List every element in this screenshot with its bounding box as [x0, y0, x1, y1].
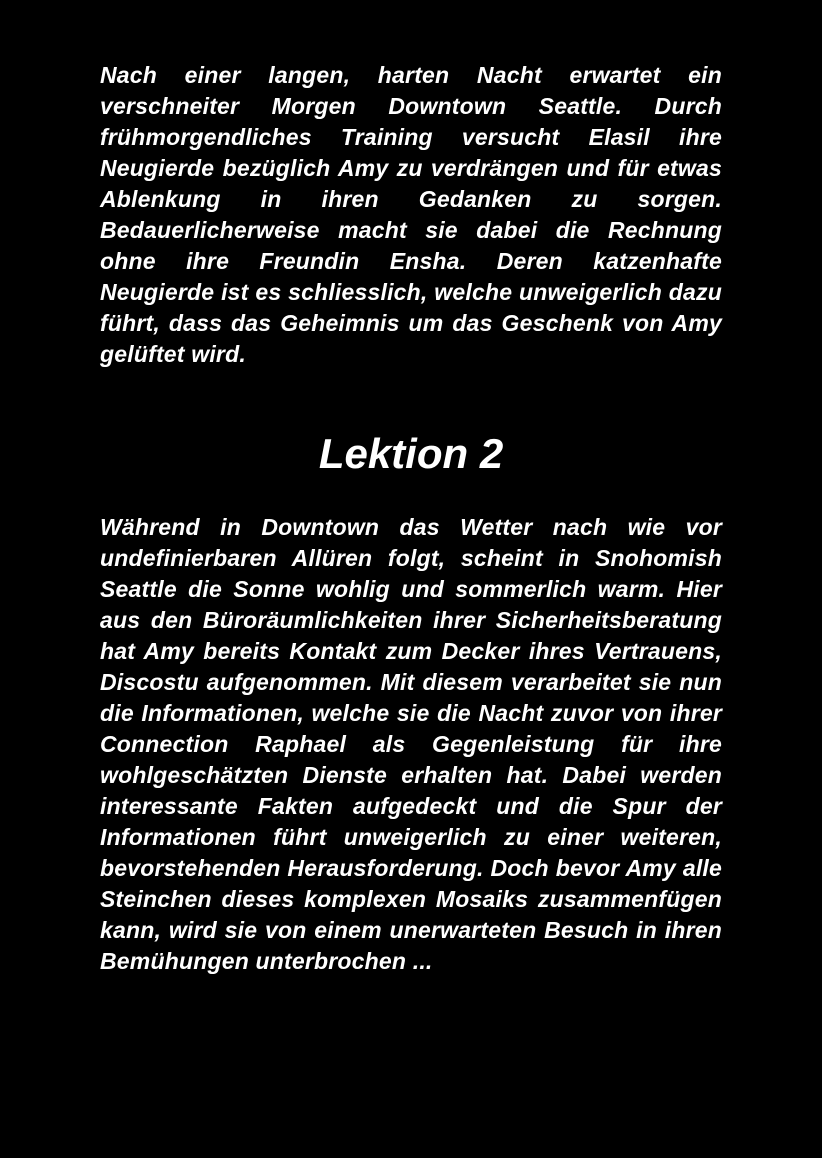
text-block [100, 60, 722, 977]
chapter-heading: Lektion 2 [318, 430, 504, 477]
intro-paragraph: Nach einer langen, harten Nacht erwartet ein verschneiter Morgen Downtown Seattle. Durch frühmorgendliches Training versucht Elasil ihre Neugierde bezüglich Amy zu verdrängen und für etwas Ablenkung in ihren Gedanken zu sorgen. Bedauerlicherweise macht sie dabei die Rechnung ohne ihre Freundin Ensha. Deren katzenhafte Neugierde ist es schliesslich, welche unweigerlich dazu führt, dass das Geheimnis um das Geschenk von Amy gelüftet wird. [100, 62, 722, 367]
chapter-paragraph: Während in Downtown das Wetter nach wie vor undefinierbaren Allüren folgt, scheint in Snohomish Seattle die Sonne wohlig und sommerlich warm. Hier aus den Büroräumlichkeiten ihrer Sicherheitsberatung hat Amy bereits Kontakt zum Decker ihres Vertrauens, Discostu aufgenommen. Mit diesem verarbeitet sie nun die Informationen, welche sie die Nacht zuvor von ihrer Connection Raphael als Gegenleistung für ihre wohlgeschätzten Dienste erhalten hat. Dabei werden interessante Fakten aufgedeckt und die Spur der Informationen führt unweigerlich zu einer weiteren, bevorstehenden Herausforderung. Doch bevor Amy alle Steinchen dieses komplexen Mosaiks zusammenfügen kann, wird sie von einem unerwarteten Besuch in ihren Bemühungen unterbrochen ... [100, 514, 722, 974]
